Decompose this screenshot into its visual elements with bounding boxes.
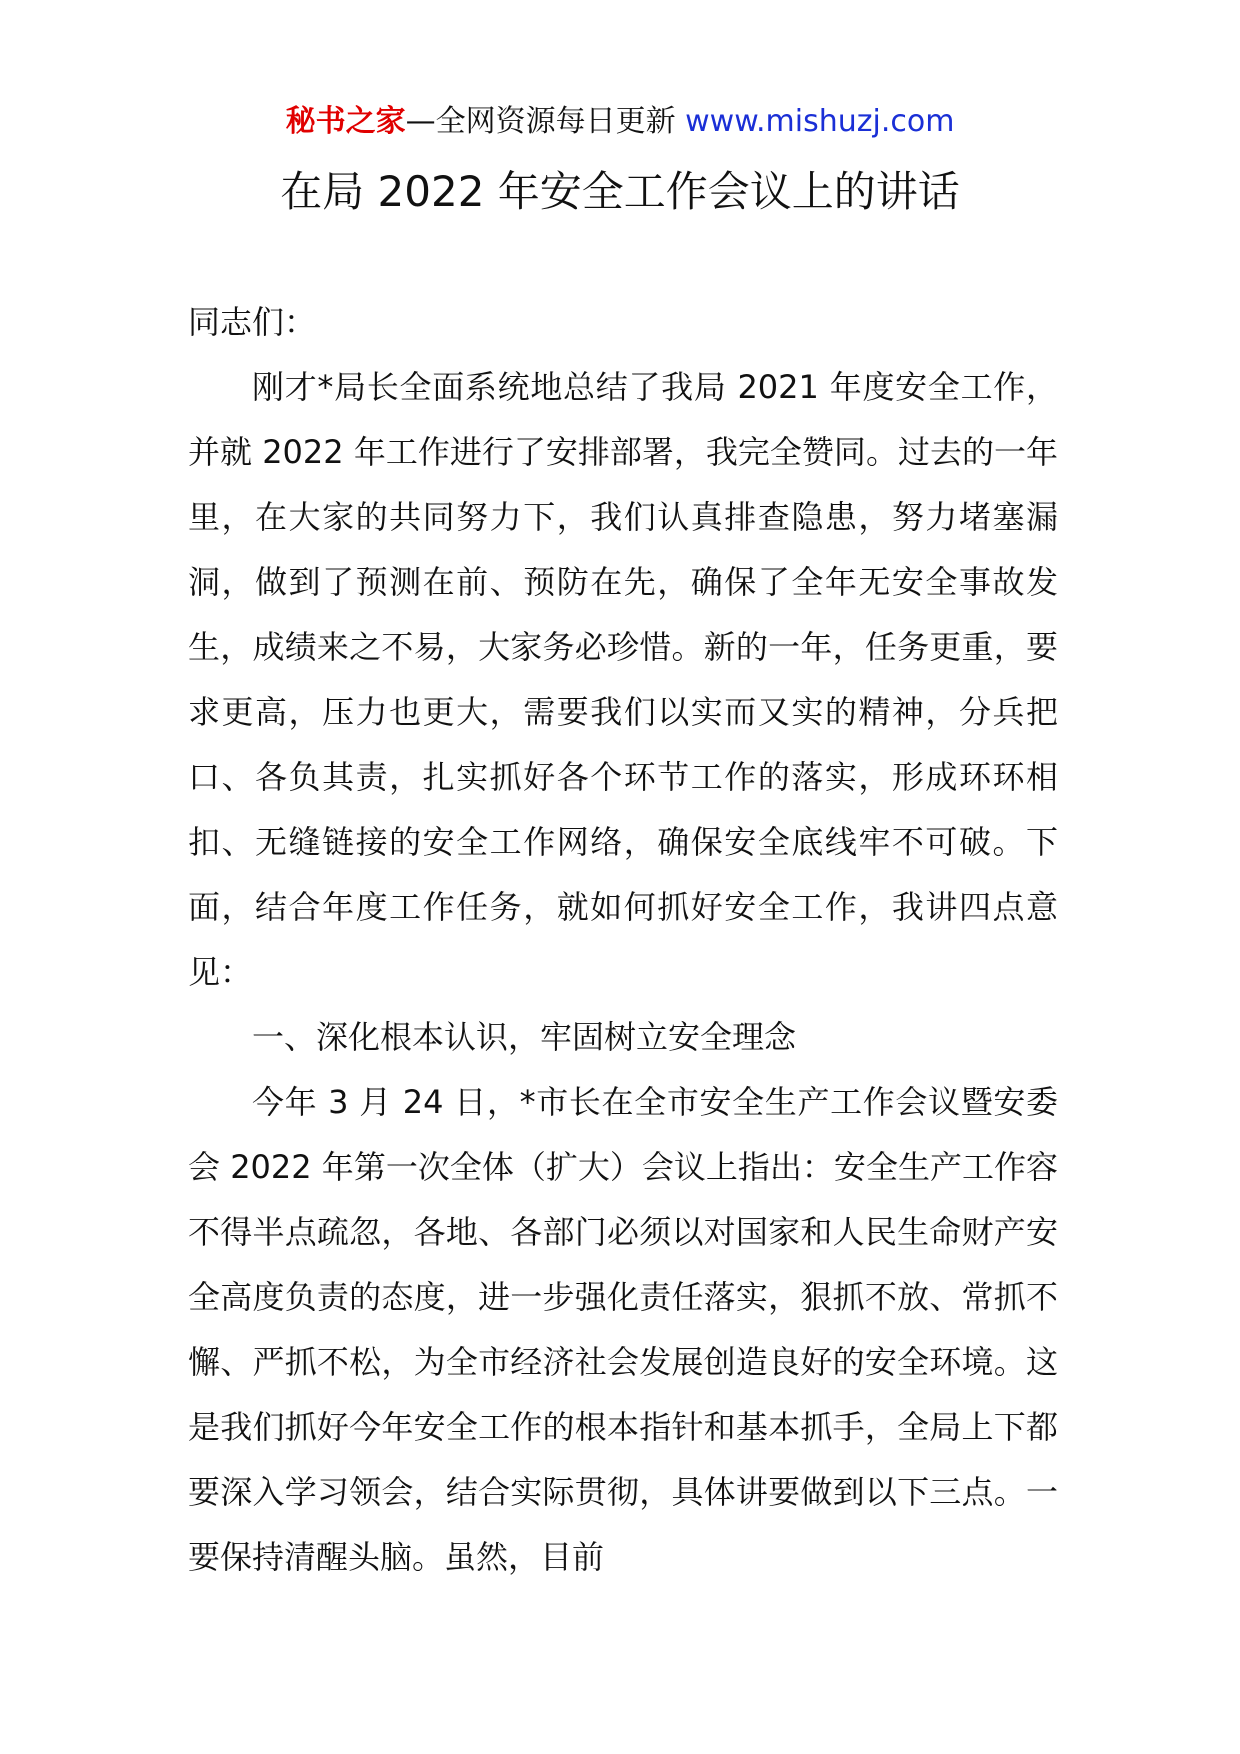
header-tagline: —全网资源每日更新 (405, 104, 686, 139)
section-heading-1: 一、深化根本认识，牢固树立安全理念 (252, 1018, 797, 1056)
paragraph-section-1: 今年 3 月 24 日，*市长在全市安全生产工作会议暨安委会 2022 年第一次全体（扩大）会议上指出：安全生产工作容不得半点疏忽，各地、各部门必须以对国家和人民生命财产安全高度负责的态度，进一步强化责任落实，狠抓不放、常抓不懈、严抓不松，为全市经济社会发展创造良好的安全环境。这是我们抓好今年安全工作的根本指针和基本抓手，全局上下都要深入学习领会，结合实际贯彻，具体讲要做到以下三点。一要保持清醒头脑。虽然，目前 (188, 1083, 1058, 1576)
document-body (188, 290, 1058, 1590)
paragraph-intro: 刚才*局长全面系统地总结了我局 2021 年度安全工作，并就 2022 年工作进行了安排部署，我完全赞同。过去的一年里，在大家的共同努力下，我们认真排查隐患，努力堵塞漏洞，做到了预测在前、预防在先，确保了全年无安全事故发生，成绩来之不易，大家务必珍惜。新的一年，任务更重，要求更高，压力也更大，需要我们以实而又实的精神，分兵把口、各负其责，扎实抓好各个环节工作的落实，形成环环相扣、无缝链接的安全工作网络，确保安全底线牢不可破。下面，结合年度工作任务，就如何抓好安全工作，我讲四点意见： (188, 368, 1058, 991)
site-url-link[interactable]: www.mishuzj.com (685, 104, 955, 139)
site-header (0, 100, 1240, 144)
brand-name: 秘书之家 (285, 104, 406, 139)
salutation: 同志们： (188, 303, 317, 341)
document-title: 在局 2022 年安全工作会议上的讲话 (280, 167, 960, 216)
